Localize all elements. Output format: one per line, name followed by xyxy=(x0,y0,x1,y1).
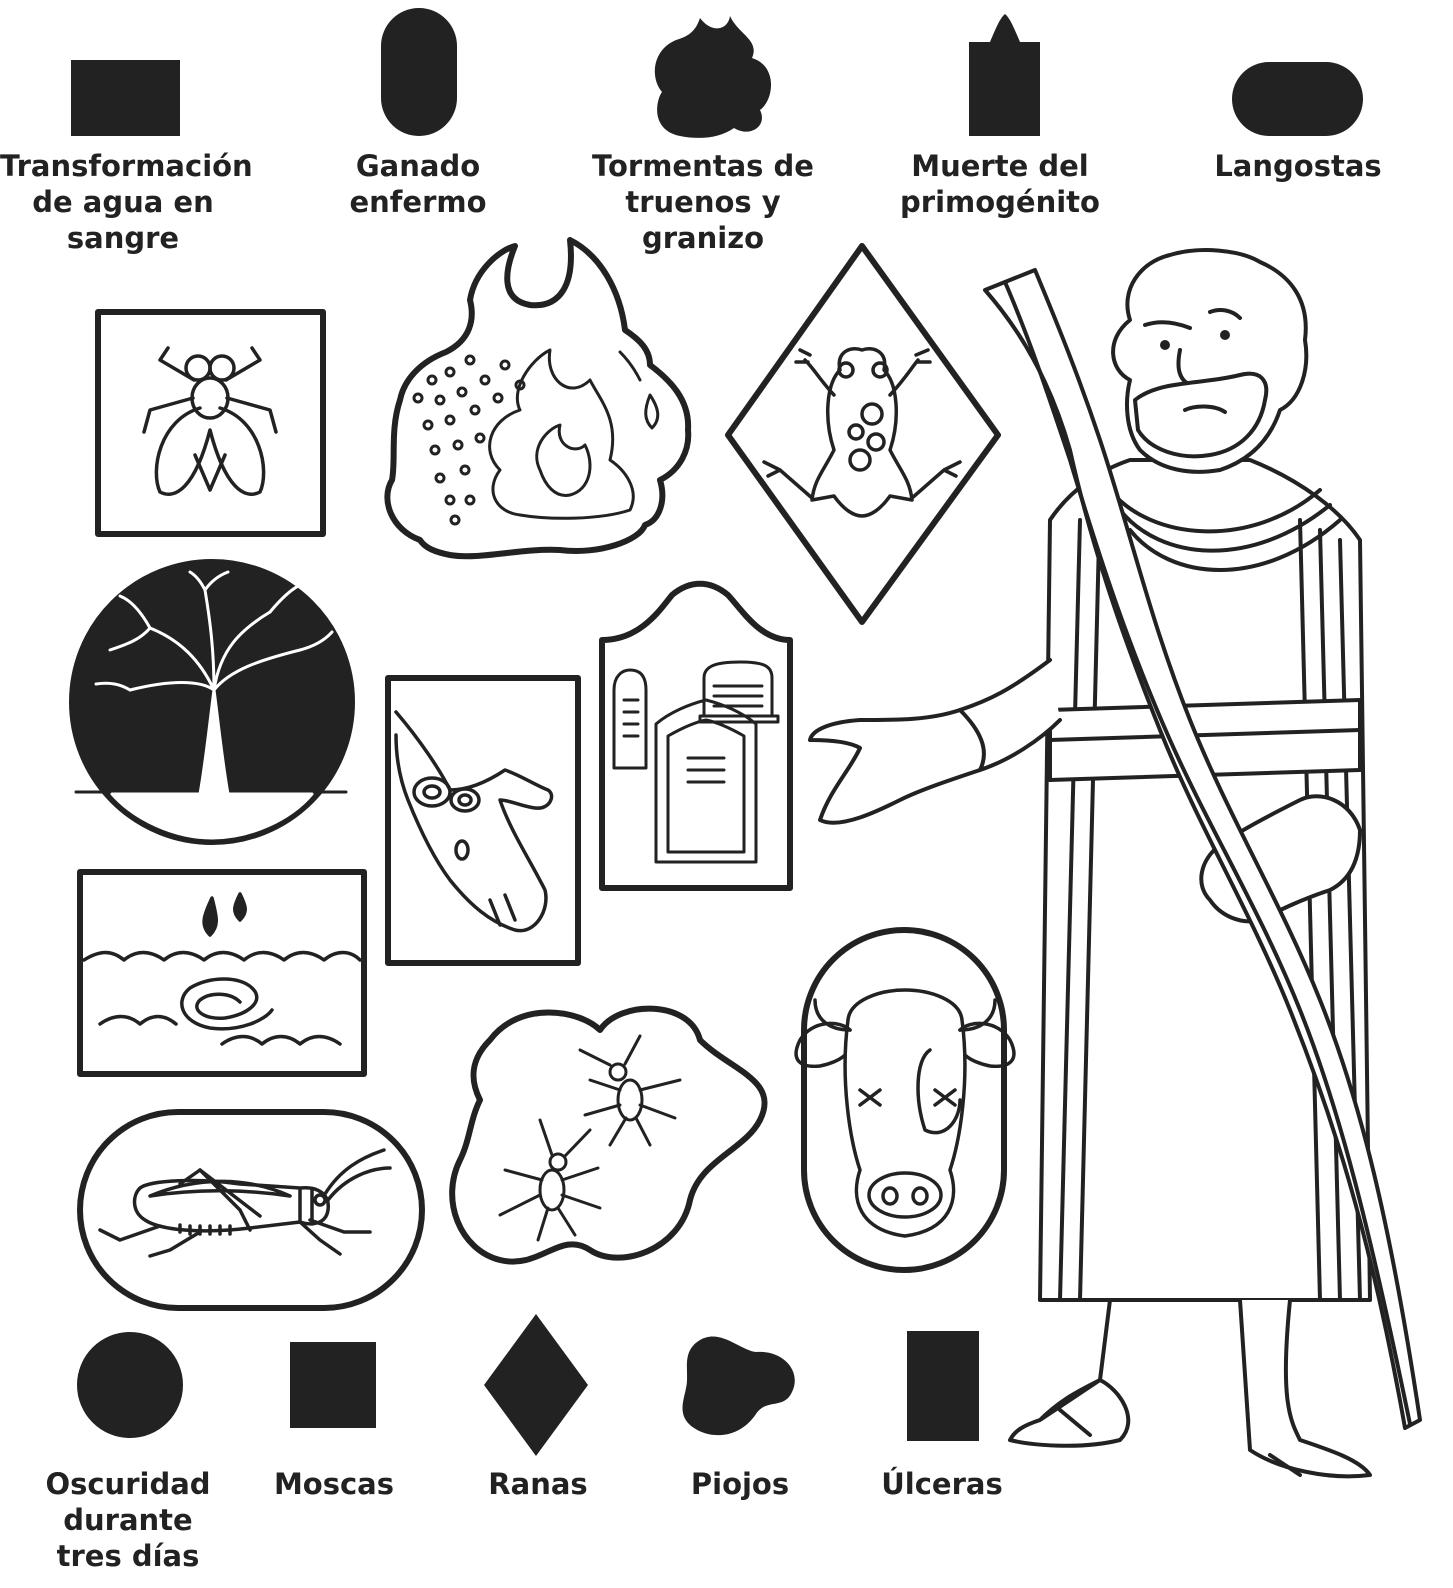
legend-label-frogs: Ranas xyxy=(488,1467,588,1501)
legend-tombstone-shape xyxy=(969,14,1040,136)
legend-diamond-shape xyxy=(484,1314,588,1456)
hail-fire-piece xyxy=(387,240,688,556)
sick-cow-piece xyxy=(796,930,1014,1270)
frog-piece xyxy=(728,246,998,622)
tombstones-piece xyxy=(602,584,790,888)
legend-label-firstborn-death: Muerte del primogénito xyxy=(900,149,1100,219)
moses-figure xyxy=(810,250,1420,1476)
fly-piece xyxy=(98,312,323,534)
darkness-piece xyxy=(72,562,352,842)
legend-pill-shape xyxy=(1232,62,1363,136)
lice-icon xyxy=(500,1036,680,1240)
hail-fire-icon xyxy=(414,350,658,524)
blood-water-icon xyxy=(84,894,360,1044)
lice-piece xyxy=(452,1009,764,1262)
legend-label-sick-cattle: Ganado enfermo xyxy=(349,149,487,219)
legend-blob-shape xyxy=(683,1336,795,1435)
sick-cow-icon xyxy=(796,990,1014,1236)
blood-water-piece xyxy=(80,872,364,1074)
legend-label-water-to-blood: Transformación de agua en sangre xyxy=(0,149,253,255)
boils-arm-icon xyxy=(396,712,552,931)
fly-icon xyxy=(144,348,276,494)
legend-rectangle-shape xyxy=(71,60,180,136)
legend-label-boils: Úlceras xyxy=(881,1467,1003,1501)
locust-icon xyxy=(100,1150,390,1256)
legend-circle-shape xyxy=(77,1332,183,1438)
legend-label-hail-storms: Tormentas de truenos y granizo xyxy=(592,149,814,255)
tombstones-icon xyxy=(614,662,778,862)
legend-flame-shape xyxy=(655,16,771,138)
frog-icon xyxy=(764,349,960,516)
legend-tall-rectangle-shape xyxy=(907,1331,979,1441)
boils-piece xyxy=(388,678,578,963)
legend-tall-oval-shape xyxy=(381,8,457,136)
legend-label-darkness: Oscuridad durante tres días xyxy=(45,1467,211,1573)
legend-label-lice: Piojos xyxy=(690,1467,790,1501)
legend-square-shape xyxy=(290,1342,376,1428)
legend-label-locusts: Langostas xyxy=(1214,149,1382,183)
legend-label-flies: Moscas xyxy=(273,1467,395,1501)
locust-piece xyxy=(80,1112,422,1308)
